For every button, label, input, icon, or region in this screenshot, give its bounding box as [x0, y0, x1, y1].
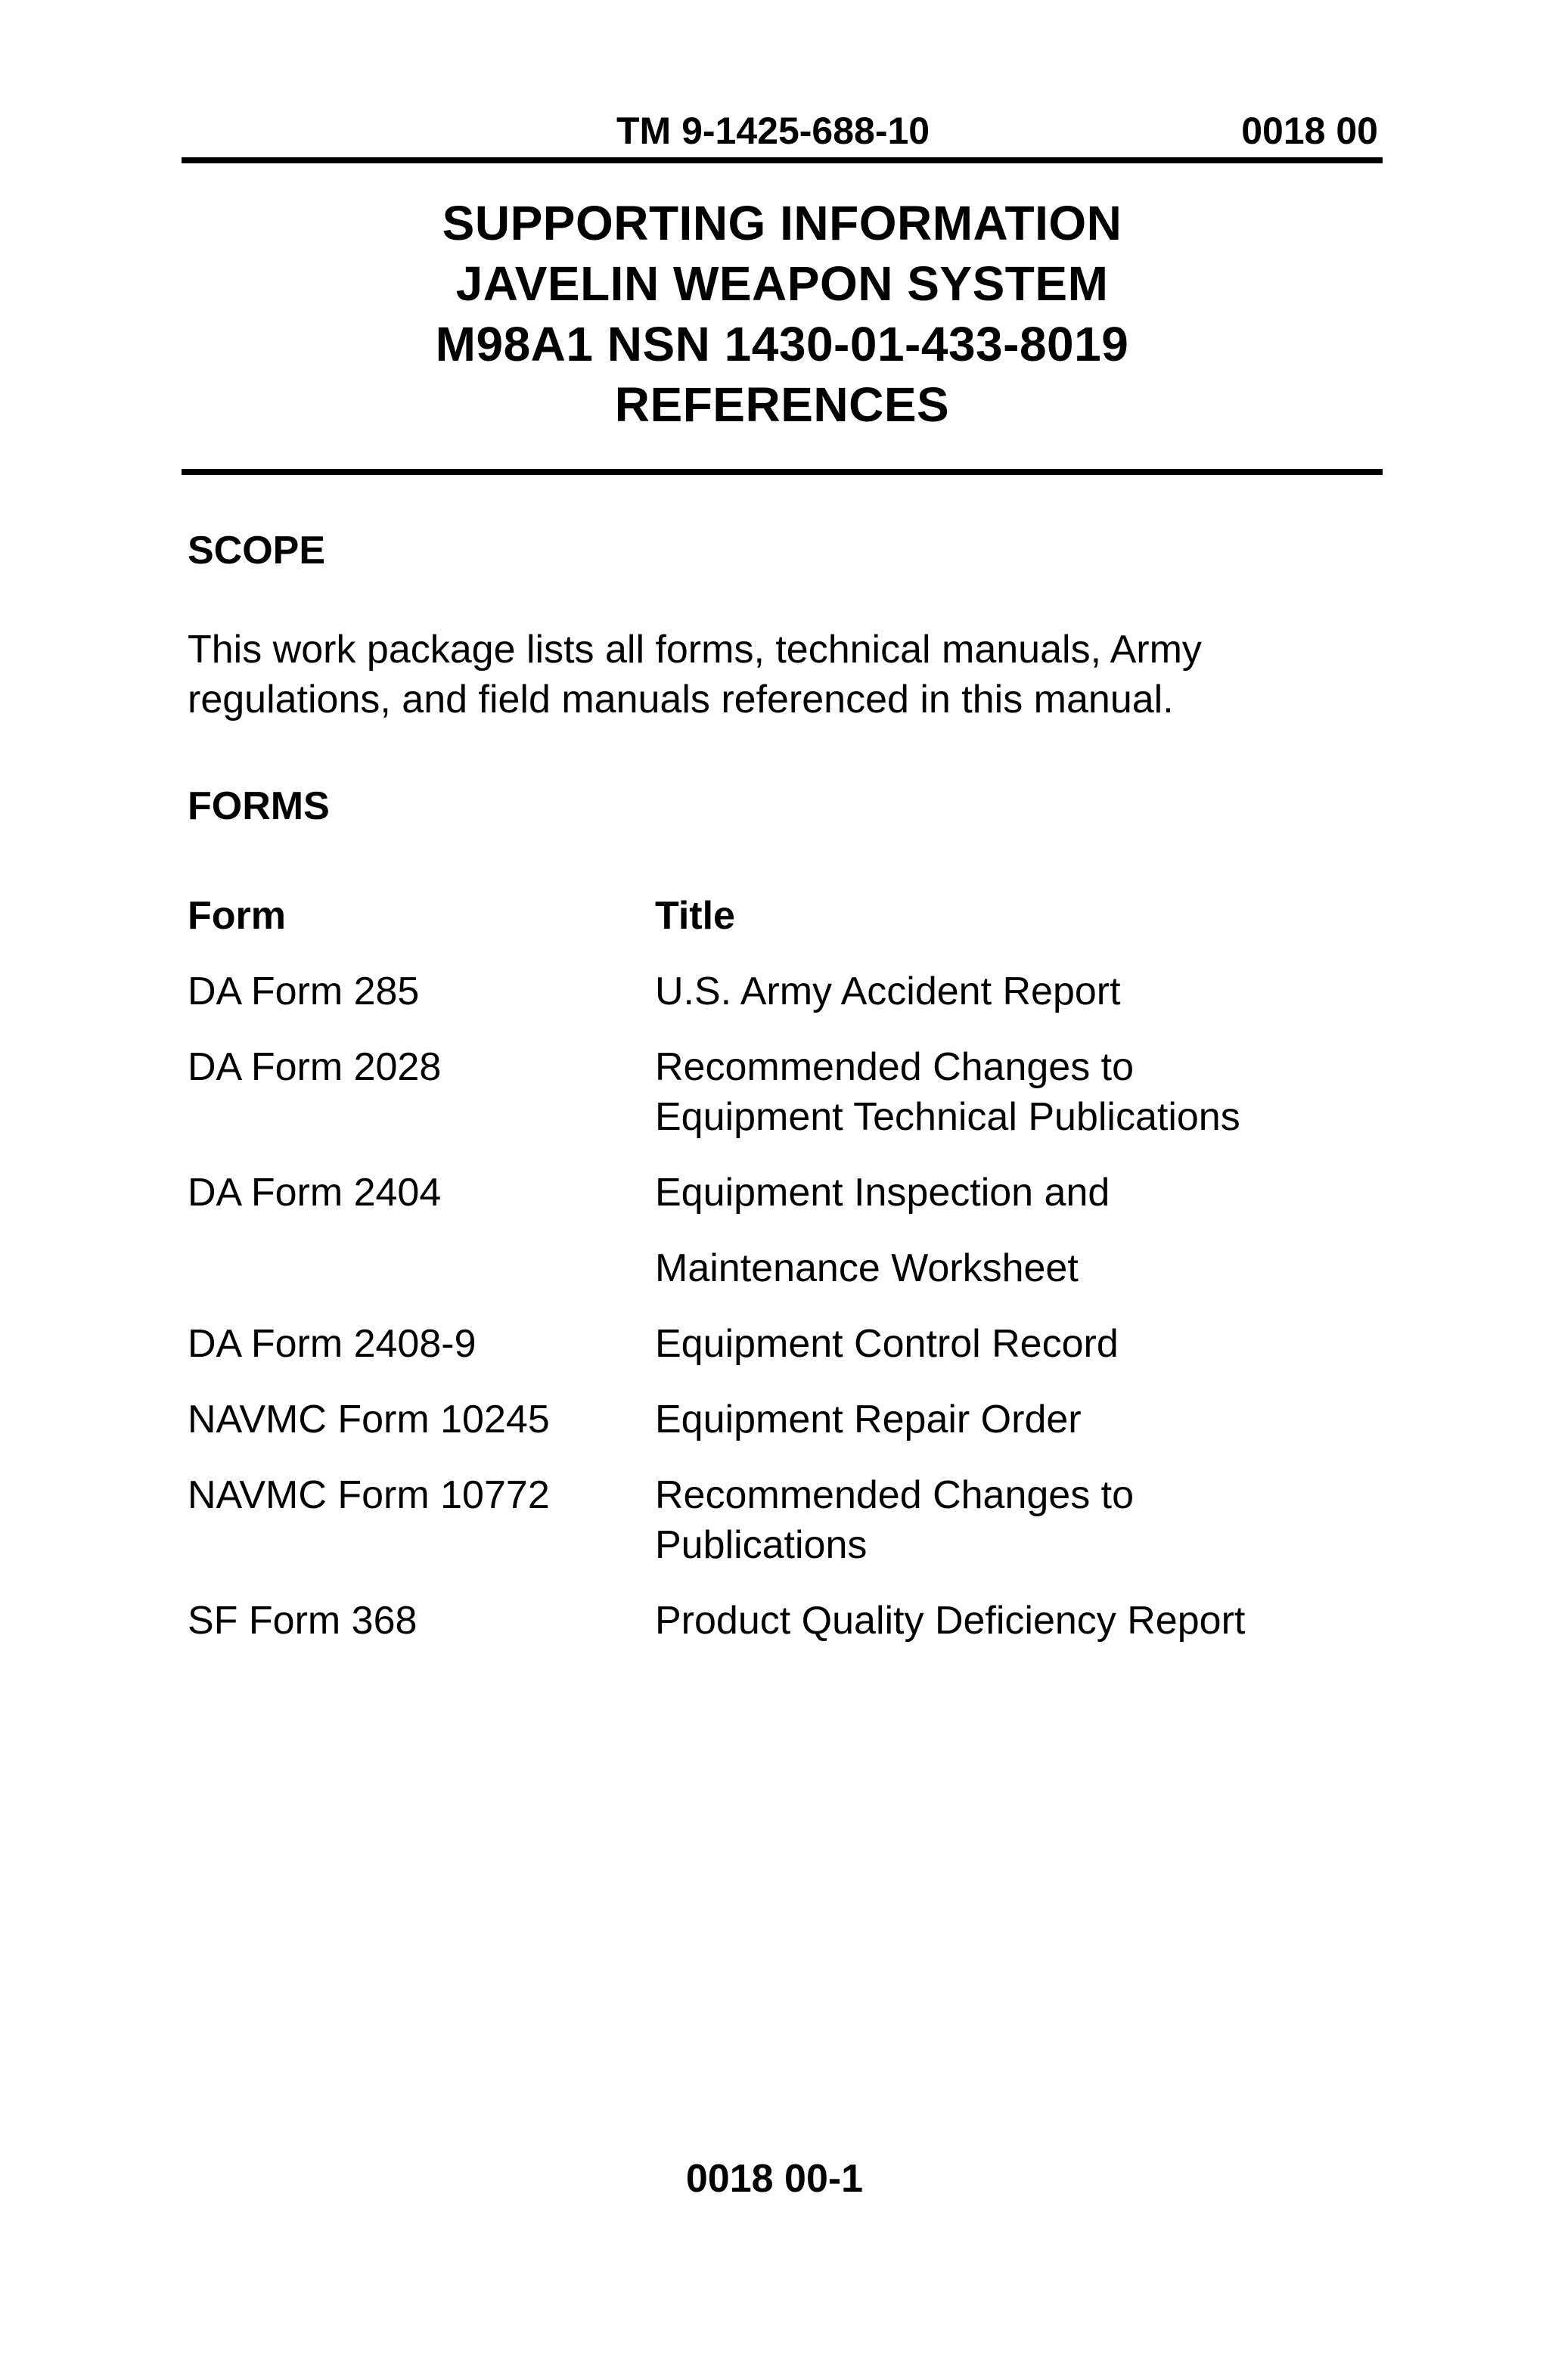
table-row — [188, 1243, 1383, 1293]
scope-paragraph — [188, 625, 1375, 725]
form-number-cell: DA Form 2028 — [188, 1045, 442, 1089]
page-number: 0018 00-1 — [685, 2157, 864, 2201]
form-number-cell: DA Form 285 — [188, 970, 420, 1013]
form-title-line: Equipment Inspection and — [655, 1171, 1110, 1215]
table-row — [188, 1395, 1383, 1444]
title-line: SUPPORTING INFORMATION — [442, 196, 1122, 250]
form-title-cell — [655, 1395, 1383, 1444]
form-title-line: Recommended Changes to — [655, 1473, 1135, 1517]
work-package-title — [182, 193, 1383, 435]
form-title-line: Equipment Technical Publications — [655, 1095, 1240, 1139]
form-title-cell — [655, 1319, 1383, 1369]
form-title-cell — [655, 1243, 1383, 1293]
column-header-form: Form — [188, 894, 286, 938]
scope-text-line: This work package lists all forms, technical manuals, Army — [188, 628, 1202, 672]
forms-heading: FORMS — [188, 784, 330, 828]
table-header-row — [188, 891, 1383, 941]
form-number-cell: DA Form 2408-9 — [188, 1322, 476, 1366]
header-rule — [182, 157, 1383, 163]
form-title-line: Equipment Repair Order — [655, 1398, 1082, 1441]
form-number-cell: DA Form 2404 — [188, 1171, 442, 1215]
scope-text-line: regulations, and field manuals referenced in this manual. — [188, 678, 1174, 721]
table-row — [188, 1319, 1383, 1369]
form-title-line: Recommended Changes to — [655, 1045, 1135, 1089]
tm-number: TM 9-1425-688-10 — [616, 110, 930, 152]
form-title-cell — [655, 967, 1383, 1016]
title-line: M98A1 NSN 1430-01-433-8019 — [435, 317, 1129, 371]
form-title-line: U.S. Army Accident Report — [655, 970, 1121, 1013]
table-row — [188, 1168, 1383, 1218]
scope-heading: SCOPE — [188, 529, 326, 573]
running-header — [182, 104, 1383, 157]
form-title-cell — [655, 1042, 1383, 1142]
table-row — [188, 1470, 1383, 1570]
table-row — [188, 967, 1383, 1016]
form-title-cell — [655, 1470, 1383, 1570]
form-title-line: Equipment Control Record — [655, 1322, 1119, 1366]
form-title-line: Publications — [655, 1523, 868, 1567]
form-title-cell — [655, 1596, 1383, 1646]
table-row — [188, 1596, 1383, 1646]
forms-table — [188, 891, 1383, 1646]
form-number-cell — [188, 1243, 655, 1293]
title-line: REFERENCES — [614, 377, 950, 432]
form-title-line: Product Quality Deficiency Report — [655, 1599, 1246, 1643]
work-package-number: 0018 00 — [1241, 110, 1378, 152]
title-rule — [182, 469, 1383, 475]
form-number-cell: NAVMC Form 10772 — [188, 1473, 550, 1517]
form-number-cell: SF Form 368 — [188, 1599, 418, 1643]
table-row — [188, 1042, 1383, 1142]
form-number-cell: NAVMC Form 10245 — [188, 1398, 550, 1441]
column-header-title: Title — [655, 894, 735, 938]
form-title-line: Maintenance Worksheet — [655, 1246, 1079, 1290]
form-title-cell — [655, 1168, 1383, 1218]
title-line: JAVELIN WEAPON SYSTEM — [455, 256, 1109, 311]
